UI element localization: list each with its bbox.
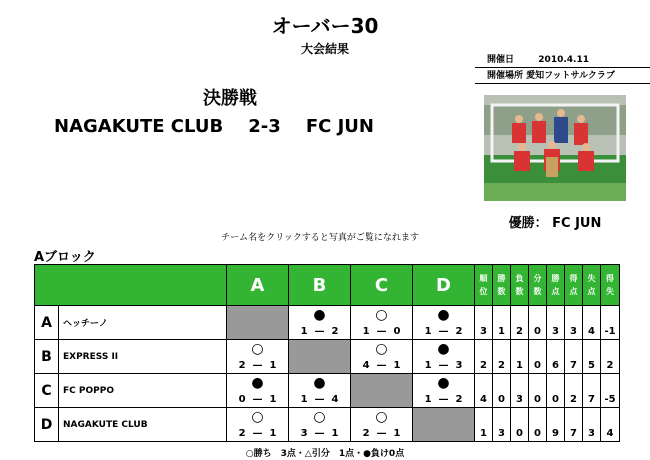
stat-cell: 7	[565, 340, 583, 374]
win-mark-icon: ○	[375, 307, 388, 323]
stat-cell: 4	[475, 374, 493, 408]
match-score: 1 — 3	[424, 360, 463, 371]
event-venue-value: 愛知フットサルクラブ	[526, 71, 615, 81]
loss-mark-icon: ●	[313, 307, 326, 323]
stat-cell: 1	[475, 408, 493, 442]
event-date-value: 2010.4.11	[538, 55, 589, 65]
stat-cell: 4	[601, 408, 620, 442]
stat-cell: 0	[529, 408, 547, 442]
column-header-b: B	[289, 265, 351, 306]
stat-header-points: 勝 点	[547, 265, 565, 306]
self-match-cell	[351, 374, 413, 408]
self-match-cell	[289, 340, 351, 374]
self-match-cell	[227, 306, 289, 340]
column-header-d: D	[413, 265, 475, 306]
loss-mark-icon: ●	[437, 307, 450, 323]
stat-header-wins: 勝 数	[493, 265, 511, 306]
loss-mark-icon: ●	[313, 375, 326, 391]
team-name-link[interactable]: ヘッチーノ	[59, 306, 227, 340]
row-label: B	[35, 340, 59, 374]
stat-cell: 7	[583, 374, 601, 408]
loss-mark-icon: ●	[437, 375, 450, 391]
match-result-cell	[227, 408, 289, 442]
win-mark-icon: ○	[375, 409, 388, 425]
stat-cell: 3	[547, 306, 565, 340]
team-name-link[interactable]: FC POPPO	[59, 374, 227, 408]
stat-cell: 2	[493, 340, 511, 374]
stat-cell: 2	[511, 306, 529, 340]
stat-cell: 0	[529, 306, 547, 340]
match-result-cell	[413, 374, 475, 408]
win-mark-icon: ○	[375, 341, 388, 357]
match-score: 1 — 2	[300, 326, 339, 337]
event-date-row	[475, 52, 650, 68]
stat-header-goals-against: 失 点	[583, 265, 601, 306]
stat-cell: 2	[475, 340, 493, 374]
table-row	[35, 306, 620, 340]
match-result-cell	[413, 340, 475, 374]
row-label: C	[35, 374, 59, 408]
stat-cell: 3	[493, 408, 511, 442]
stat-cell: 0	[529, 340, 547, 374]
event-venue-row	[475, 68, 650, 84]
page-subtitle: 大会結果	[300, 42, 349, 56]
team-name-link[interactable]: EXPRESS II	[59, 340, 227, 374]
stat-cell: 1	[511, 340, 529, 374]
stat-cell: 0	[511, 408, 529, 442]
winner-team-photo	[484, 95, 626, 201]
photo-note: チーム名をクリックすると写真がご覧になれます	[221, 233, 419, 243]
table-row	[35, 374, 620, 408]
final-match-label: 決勝戦	[203, 88, 257, 109]
stat-header-rank: 順 位	[475, 265, 493, 306]
match-score: 2 — 1	[362, 428, 401, 439]
column-header-a: A	[227, 265, 289, 306]
match-result-cell	[289, 306, 351, 340]
match-score: 0 — 1	[238, 394, 277, 405]
stat-header-goals-for: 得 点	[565, 265, 583, 306]
stat-cell: -5	[601, 374, 620, 408]
stat-cell: 2	[601, 340, 620, 374]
header-blank-cell	[35, 265, 227, 306]
stat-header-draws: 分 数	[529, 265, 547, 306]
page-title: オーバー30	[271, 14, 379, 38]
stat-cell: 4	[583, 306, 601, 340]
match-score: 2 — 1	[238, 428, 277, 439]
win-mark-icon: ○	[251, 409, 264, 425]
match-result-cell	[227, 374, 289, 408]
stat-cell: 1	[493, 306, 511, 340]
match-score: 1 — 4	[300, 394, 339, 405]
match-score: 2 — 1	[238, 360, 277, 371]
stat-cell: 0	[547, 374, 565, 408]
winner-label: 優勝： FC JUN	[508, 216, 602, 231]
stat-cell: 0	[529, 374, 547, 408]
event-date-label: 開催日	[487, 55, 515, 65]
match-result-cell	[351, 340, 413, 374]
stat-cell: 7	[565, 408, 583, 442]
match-score: 3 — 1	[300, 428, 339, 439]
table-row	[35, 340, 620, 374]
block-title: Aブロック	[34, 250, 96, 265]
loss-mark-icon: ●	[251, 375, 264, 391]
match-result-cell	[227, 340, 289, 374]
table-header-row	[35, 265, 620, 306]
self-match-cell	[413, 408, 475, 442]
final-match-score: NAGAKUTE CLUB 2-3 FC JUN	[54, 116, 374, 137]
stat-header-goal-diff: 得 失	[601, 265, 620, 306]
match-result-cell	[289, 408, 351, 442]
table-row	[35, 408, 620, 442]
match-score: 1 — 2	[424, 326, 463, 337]
event-venue-label: 開催場所	[487, 71, 524, 81]
match-result-cell	[351, 408, 413, 442]
row-label: A	[35, 306, 59, 340]
stat-cell: 3	[565, 306, 583, 340]
league-table	[34, 264, 620, 442]
legend: ○勝ち 3点・△引分 1点・●負け0点	[245, 449, 405, 459]
stat-cell: 0	[493, 374, 511, 408]
row-label: D	[35, 408, 59, 442]
team-name-link[interactable]: NAGAKUTE CLUB	[59, 408, 227, 442]
match-score: 1 — 2	[424, 394, 463, 405]
stat-cell: -1	[601, 306, 620, 340]
match-score: 4 — 1	[362, 360, 401, 371]
stat-cell: 9	[547, 408, 565, 442]
stat-cell: 5	[583, 340, 601, 374]
stat-header-losses: 負 数	[511, 265, 529, 306]
win-mark-icon: ○	[251, 341, 264, 357]
stat-cell: 6	[547, 340, 565, 374]
stat-cell: 2	[565, 374, 583, 408]
match-result-cell	[351, 306, 413, 340]
loss-mark-icon: ●	[437, 341, 450, 357]
match-result-cell	[289, 374, 351, 408]
match-score: 1 — 0	[362, 326, 401, 337]
match-result-cell	[413, 306, 475, 340]
stat-cell: 3	[583, 408, 601, 442]
stat-cell: 3	[511, 374, 529, 408]
win-mark-icon: ○	[313, 409, 326, 425]
stat-cell: 3	[475, 306, 493, 340]
column-header-c: C	[351, 265, 413, 306]
